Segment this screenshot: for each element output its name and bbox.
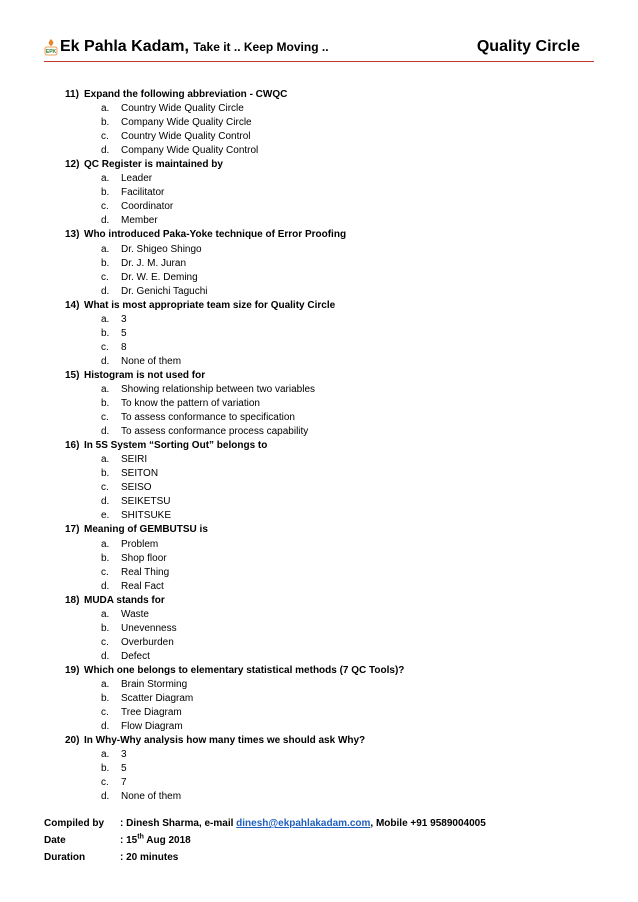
option-text: Overburden — [121, 636, 174, 648]
option-text: Country Wide Quality Control — [121, 131, 251, 143]
option-letter: b. — [101, 257, 110, 269]
answer-option — [65, 692, 585, 706]
answer-option — [65, 720, 585, 734]
option-text: Dr. J. M. Juran — [121, 257, 187, 269]
option-text: SEITON — [121, 468, 159, 480]
question-number: 17) — [65, 524, 80, 536]
question-number: 12) — [65, 159, 80, 171]
question-text: Histogram is not used for — [84, 369, 206, 381]
question-number: 14) — [65, 299, 80, 311]
duration-row — [44, 849, 604, 866]
option-letter: c. — [101, 131, 109, 143]
logo-text: EPK — [45, 49, 57, 55]
option-text: None of them — [121, 791, 182, 803]
answer-option — [65, 538, 585, 552]
question-number: 18) — [65, 594, 80, 606]
ekpahlakadam-logo-icon — [44, 38, 58, 56]
email-link[interactable]: dinesh@ekpahlakadam.com — [236, 818, 371, 829]
answer-option — [65, 678, 585, 692]
option-letter: b. — [101, 552, 110, 564]
option-text: Defect — [121, 650, 150, 662]
option-letter: c. — [101, 341, 109, 353]
option-text: Facilitator — [121, 187, 165, 199]
option-letter: a. — [101, 749, 110, 761]
option-letter: c. — [101, 707, 109, 719]
answer-option — [65, 383, 585, 397]
compiled-by-label: Compiled by — [44, 818, 105, 829]
option-text: Country Wide Quality Circle — [121, 103, 244, 115]
option-text: SEIRI — [121, 454, 148, 466]
date-label: Date — [44, 835, 66, 846]
option-text: SHITSUKE — [121, 510, 172, 522]
option-text: To know the pattern of variation — [121, 398, 260, 410]
option-text: Scatter Diagram — [121, 693, 194, 705]
date-superscript: th — [137, 833, 144, 841]
option-text: Tree Diagram — [121, 707, 182, 719]
question-text: QC Register is maintained by — [84, 159, 223, 171]
option-text: 5 — [121, 763, 127, 775]
answer-option — [65, 411, 585, 425]
duration-label: Duration — [44, 852, 86, 863]
option-letter: d. — [101, 791, 110, 803]
option-text: SEIKETSU — [121, 496, 171, 508]
answer-option — [65, 552, 585, 566]
answer-option — [65, 116, 585, 130]
brand-title — [60, 38, 329, 56]
answer-option — [65, 762, 585, 776]
compiled-by-suffix: , Mobile +91 9589004005 — [370, 818, 486, 829]
answer-option — [65, 341, 585, 355]
option-text: Coordinator — [121, 201, 174, 213]
option-text: Dr. Shigeo Shingo — [121, 243, 202, 255]
option-letter: c. — [101, 271, 109, 283]
answer-option — [65, 327, 585, 341]
option-letter: c. — [101, 482, 109, 494]
question-item — [65, 228, 585, 242]
option-letter: a. — [101, 173, 110, 185]
option-letter: b. — [101, 187, 110, 199]
question-text: MUDA stands for — [84, 594, 165, 606]
option-text: SEISO — [121, 482, 152, 494]
option-text: To assess conformance process capability — [121, 426, 309, 438]
question-number: 20) — [65, 735, 80, 747]
header-divider — [44, 61, 594, 62]
question-number: 15) — [65, 369, 80, 381]
compiled-by-row — [44, 815, 604, 832]
question-text: Meaning of GEMBUTSU is — [84, 524, 208, 536]
answer-option — [65, 186, 585, 200]
option-text: 7 — [121, 777, 127, 789]
option-letter: d. — [101, 215, 110, 227]
answer-option — [65, 172, 585, 186]
option-letter: e. — [101, 510, 110, 522]
question-number: 11) — [65, 89, 79, 100]
answer-option — [65, 285, 585, 299]
option-text: To assess conformance to specification — [121, 412, 295, 424]
option-text: Member — [121, 215, 158, 227]
answer-option — [65, 200, 585, 214]
option-letter: a. — [101, 454, 110, 466]
answer-option — [65, 580, 585, 594]
question-text: In 5S System “Sorting Out” belongs to — [84, 440, 268, 452]
question-text: Who introduced Paka-Yoke technique of Error Proofing — [84, 229, 347, 241]
answer-option — [65, 257, 585, 271]
option-text: Problem — [121, 538, 159, 550]
document-topic: Quality Circle — [476, 38, 580, 55]
answer-option — [65, 608, 585, 622]
page-header — [0, 0, 638, 70]
option-letter: d. — [101, 426, 110, 438]
answer-option — [65, 243, 585, 257]
option-letter: c. — [101, 201, 109, 213]
option-text: 3 — [121, 313, 127, 325]
option-letter: c. — [101, 636, 109, 648]
option-letter: d. — [101, 285, 110, 297]
option-text: 5 — [121, 327, 127, 339]
option-text: Real Fact — [121, 580, 164, 592]
option-letter: a. — [101, 383, 110, 395]
question-item — [65, 88, 585, 102]
answer-option — [65, 776, 585, 790]
answer-option — [65, 622, 585, 636]
compiled-by-prefix: : Dinesh Sharma, e-mail — [120, 818, 237, 829]
question-number: 19) — [65, 664, 80, 676]
answer-option — [65, 650, 585, 664]
option-letter: d. — [101, 650, 110, 662]
option-letter: b. — [101, 117, 110, 129]
question-item — [65, 299, 585, 313]
answer-option — [65, 509, 585, 523]
answer-option — [65, 313, 585, 327]
option-letter: d. — [101, 145, 110, 157]
option-text: Dr. W. E. Deming — [121, 271, 198, 283]
option-letter: d. — [101, 496, 110, 508]
answer-option — [65, 636, 585, 650]
option-text: Company Wide Quality Control — [121, 145, 259, 157]
question-list — [65, 88, 585, 804]
option-letter: b. — [101, 327, 110, 339]
answer-option — [65, 495, 585, 509]
date-row — [44, 832, 604, 849]
option-letter: b. — [101, 622, 110, 634]
question-number: 13) — [65, 229, 80, 241]
option-letter: c. — [101, 777, 109, 789]
document-footer — [44, 815, 604, 866]
question-item — [65, 158, 585, 172]
question-text: Expand the following abbreviation - CWQC — [84, 89, 288, 100]
option-letter: b. — [101, 398, 110, 410]
option-text: Dr. Genichi Taguchi — [121, 285, 208, 297]
answer-option — [65, 271, 585, 285]
question-item — [65, 594, 585, 608]
answer-option — [65, 130, 585, 144]
option-text: Waste — [121, 608, 149, 620]
option-text: Leader — [121, 173, 153, 185]
answer-option — [65, 790, 585, 804]
option-letter: a. — [101, 103, 110, 115]
answer-option — [65, 397, 585, 411]
question-number: 16) — [65, 440, 80, 452]
option-letter: a. — [101, 678, 110, 690]
answer-option — [65, 214, 585, 228]
option-text: Flow Diagram — [121, 721, 183, 733]
option-letter: d. — [101, 580, 110, 592]
option-letter: a. — [101, 538, 110, 550]
option-letter: c. — [101, 566, 109, 578]
option-text: Showing relationship between two variables — [121, 383, 316, 395]
date-prefix: : 15 — [120, 835, 138, 846]
option-letter: a. — [101, 243, 110, 255]
duration-value: : 20 minutes — [120, 852, 179, 863]
option-letter: c. — [101, 412, 109, 424]
option-letter: d. — [101, 355, 110, 367]
question-item — [65, 664, 585, 678]
answer-option — [65, 706, 585, 720]
answer-option — [65, 355, 585, 369]
date-suffix: Aug 2018 — [143, 835, 191, 846]
option-text: 3 — [121, 749, 127, 761]
option-letter: a. — [101, 313, 110, 325]
answer-option — [65, 467, 585, 481]
option-text: 8 — [121, 341, 127, 353]
option-text: Company Wide Quality Circle — [121, 117, 252, 129]
option-text: Shop floor — [121, 552, 167, 564]
question-item — [65, 439, 585, 453]
brand-tagline: Take it .. Keep Moving .. — [193, 40, 329, 54]
option-letter: d. — [101, 721, 110, 733]
option-letter: b. — [101, 693, 110, 705]
answer-option — [65, 481, 585, 495]
question-item — [65, 523, 585, 537]
answer-option — [65, 748, 585, 762]
question-item — [65, 734, 585, 748]
answer-option — [65, 102, 585, 116]
option-text: None of them — [121, 355, 182, 367]
answer-option — [65, 144, 585, 158]
option-text: Brain Storming — [121, 678, 188, 690]
option-text: Real Thing — [121, 566, 170, 578]
question-text: What is most appropriate team size for Quality Circle — [84, 299, 336, 311]
answer-option — [65, 425, 585, 439]
question-text: In Why-Why analysis how many times we should ask Why? — [84, 735, 366, 747]
brand-name: Ek Pahla Kadam, — [60, 38, 189, 55]
question-item — [65, 369, 585, 383]
option-text: Unevenness — [121, 622, 177, 634]
answer-option — [65, 566, 585, 580]
option-letter: b. — [101, 763, 110, 775]
option-letter: b. — [101, 468, 110, 480]
option-letter: a. — [101, 608, 110, 620]
answer-option — [65, 453, 585, 467]
question-text: Which one belongs to elementary statistical methods (7 QC Tools)? — [84, 664, 405, 676]
